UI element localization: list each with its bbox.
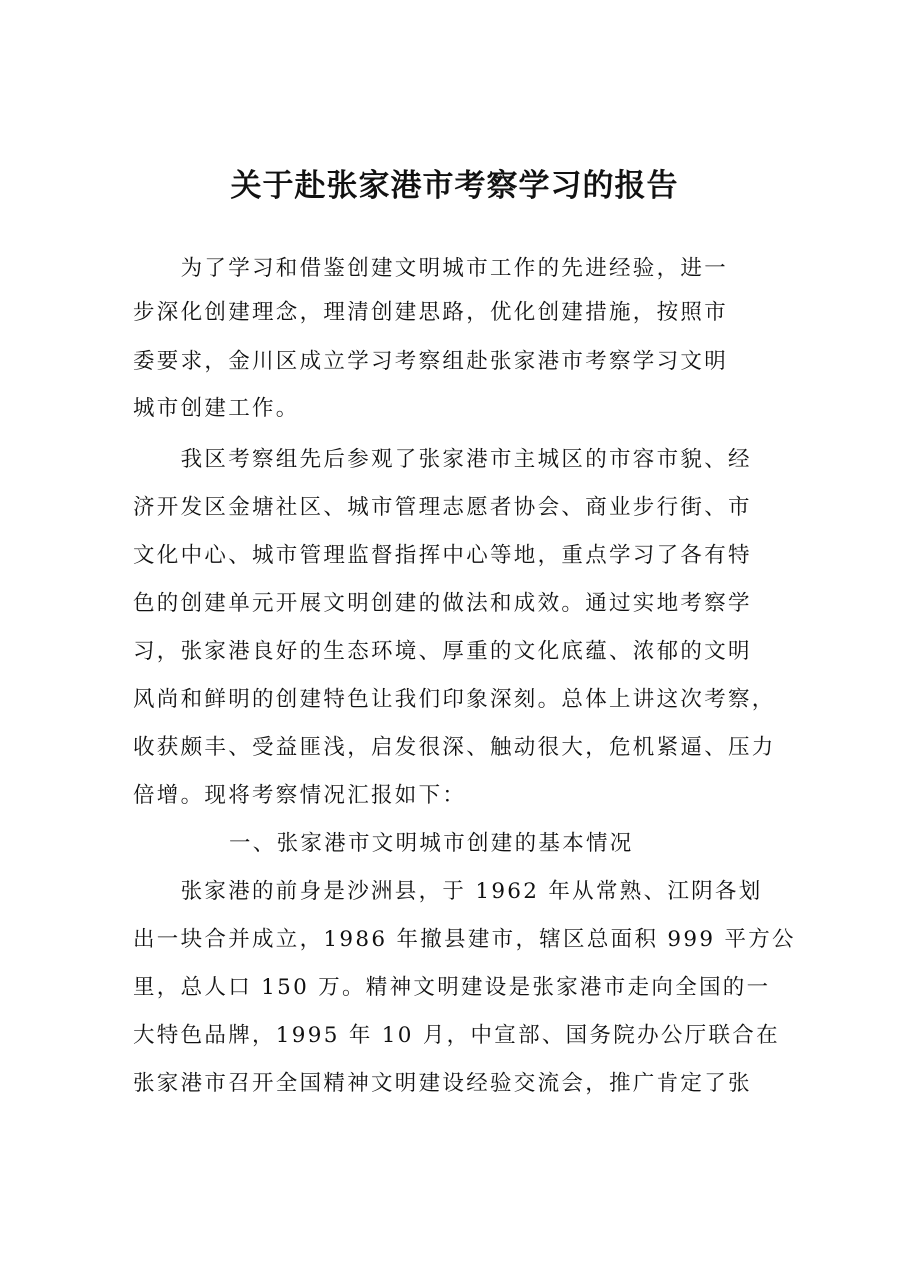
section-heading: 一、张家港市文明城市创建的基本情况 xyxy=(229,831,634,856)
paragraph-3-line-3: 里，总人口 150 万。精神文明建设是张家港市走向全国的一 xyxy=(133,975,771,1000)
paragraph-3-line-2: 出一块合并成立，1986 年撤县建市，辖区总面积 999 平方公 xyxy=(133,927,796,952)
paragraph-2-line-6: 风尚和鲜明的创建特色让我们印象深刻。总体上讲这次考察， xyxy=(133,687,776,712)
paragraph-1-line-4: 城市创建工作。 xyxy=(133,396,300,421)
paragraph-1-line-1: 为了学习和借鉴创建文明城市工作的先进经验，进一 xyxy=(133,256,729,281)
paragraph-2-line-5: 习，张家港良好的生态环境、厚重的文化底蕴、浓郁的文明 xyxy=(133,639,752,664)
paragraph-3-line-4: 大特色品牌，1995 年 10 月，中宣部、国务院办公厅联合在 xyxy=(133,1023,780,1048)
paragraph-2-line-1: 我区考察组先后参观了张家港市主城区的市容市貌、经 xyxy=(133,447,752,472)
paragraph-2-line-4: 色的创建单元开展文明创建的做法和成效。通过实地考察学 xyxy=(133,591,752,616)
paragraph-3-line-1: 张家港的前身是沙洲县，于 1962 年从常熟、江阴各划 xyxy=(133,879,763,904)
paragraph-1-line-2: 步深化创建理念，理清创建思路，优化创建措施，按照市 xyxy=(133,300,729,325)
paragraph-2-line-2: 济开发区金塘社区、城市管理志愿者协会、商业步行街、市 xyxy=(133,495,752,520)
paragraph-1-line-3: 委要求，金川区成立学习考察组赴张家港市考察学习文明 xyxy=(133,349,729,374)
paragraph-2-line-3: 文化中心、城市管理监督指挥中心等地，重点学习了各有特 xyxy=(133,543,752,568)
paragraph-2-line-7: 收获颇丰、受益匪浅，启发很深、触动很大，危机紧逼、压力 xyxy=(133,735,776,760)
paragraph-2-line-8: 倍增。现将考察情况汇报如下： xyxy=(133,783,467,808)
paragraph-3-line-5: 张家港市召开全国精神文明建设经验交流会，推广肯定了张 xyxy=(133,1071,752,1096)
document-title: 关于赴张家港市考察学习的报告 xyxy=(230,168,679,204)
